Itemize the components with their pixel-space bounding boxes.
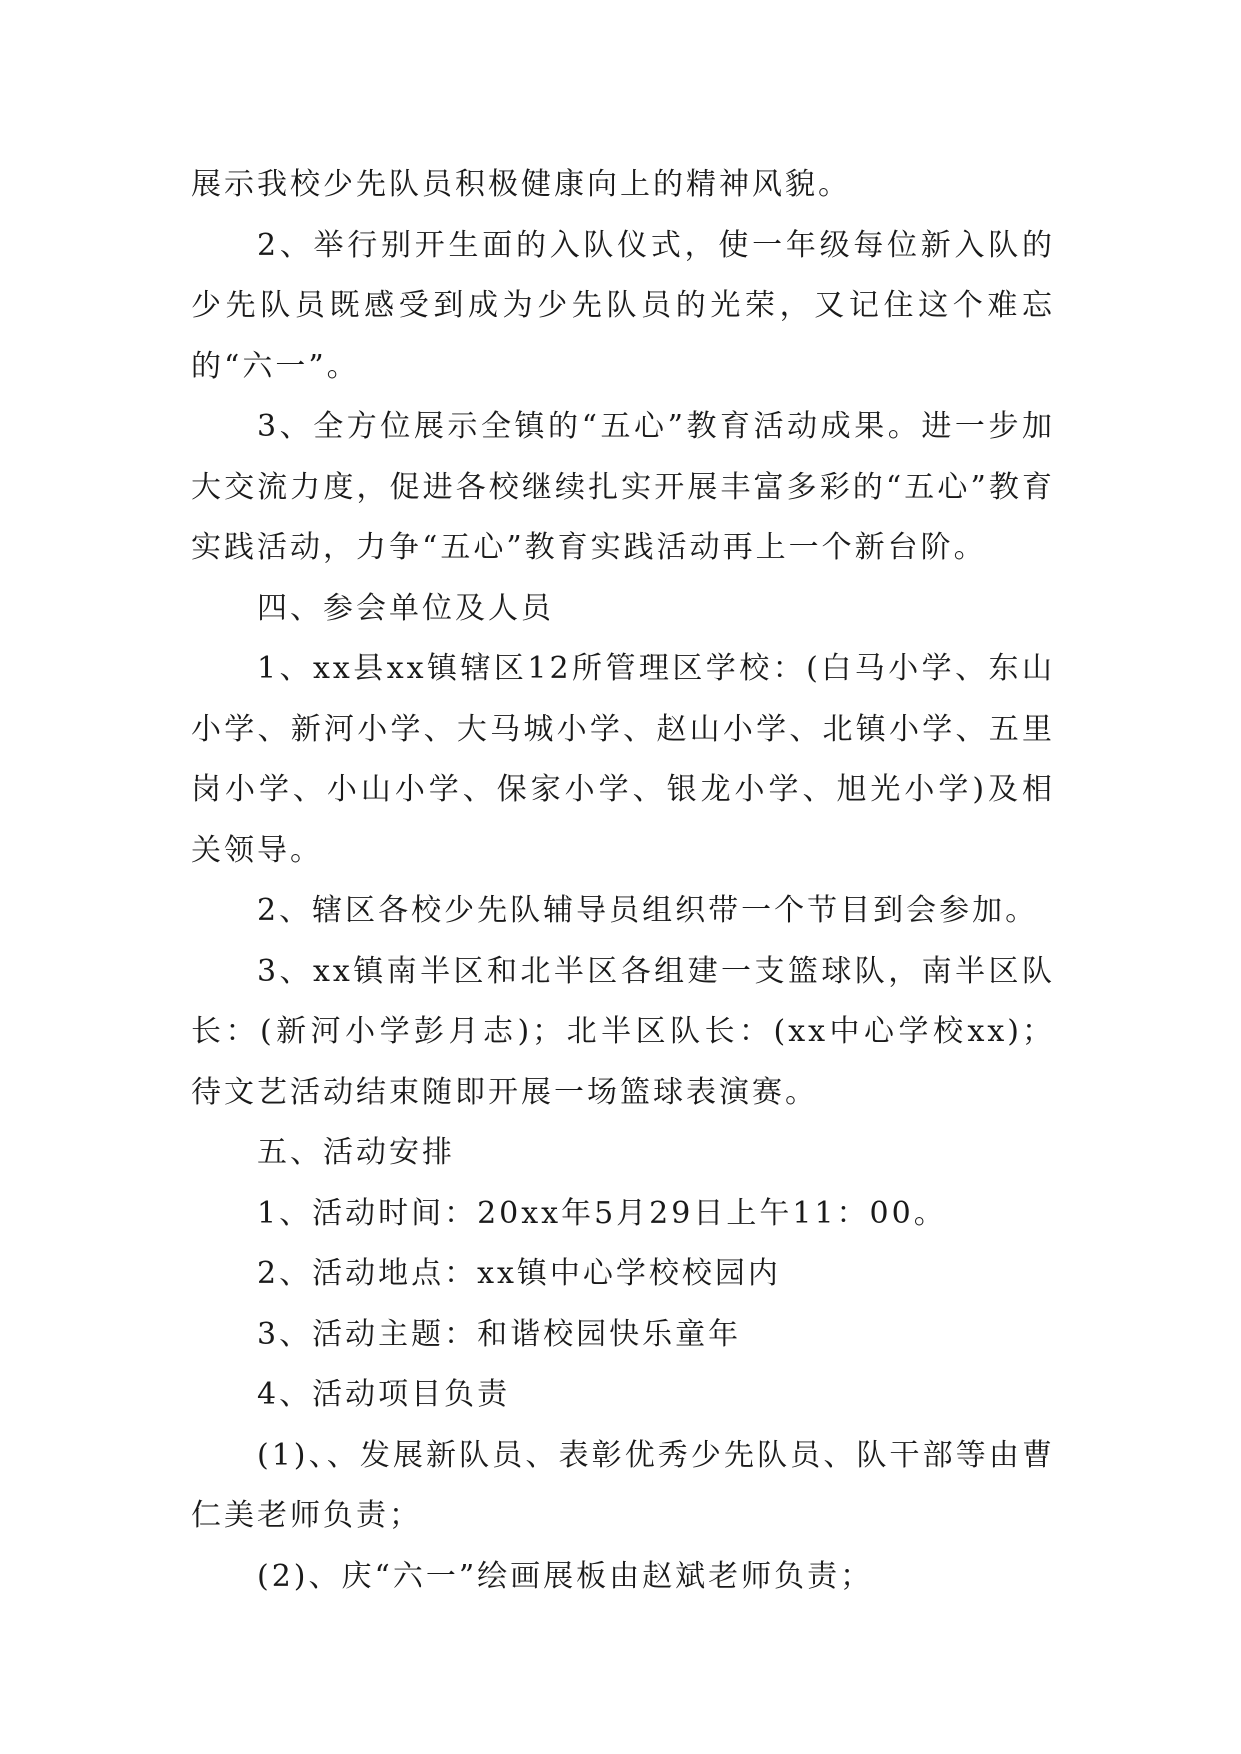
paragraph-6: 3、xx镇南半区和北半区各组建一支篮球队，南半区队长：(新河小学彭月志)；北半区队长：(xx中心学校xx)；待文艺活动结束随即开展一场篮球表演赛。 <box>191 953 1055 1110</box>
responsibility-item-1: (1)、、发展新队员、表彰优秀少先队员、队干部等由曹仁美老师负责； <box>191 1437 1055 1533</box>
paragraph-1: 展示我校少先队员积极健康向上的精神风貌。 <box>191 167 851 202</box>
paragraph-2: 2、举行别开生面的入队仪式，使一年级每位新入队的少先队员既感受到成为少先队员的光荣，又记住这个难忘的“六一”。 <box>191 227 1055 384</box>
section-heading-schedule: 五、活动安排 <box>257 1135 455 1170</box>
paragraph-3: 3、全方位展示全镇的“五心”教育活动成果。进一步加大交流力度，促进各校继续扎实开展丰富多彩的“五心”教育实践活动，力争“五心”教育实践活动再上一个新台阶。 <box>191 409 1055 565</box>
section-heading-participants: 四、参会单位及人员 <box>257 590 554 626</box>
activity-theme: 3、活动主题：和谐校园快乐童年 <box>257 1316 742 1352</box>
paragraph-5: 2、辖区各校少先队辅导员组织带一个节目到会参加。 <box>257 893 1039 928</box>
activity-location: 2、活动地点：xx镇中心学校校园内 <box>257 1256 781 1291</box>
document-body <box>191 155 1055 1607</box>
activity-responsibility: 4、活动项目负责 <box>257 1377 511 1412</box>
paragraph-4: 1、xx县xx镇辖区12所管理区学校：(白马小学、东山小学、新河小学、大马城小学、赵山小学、北镇小学、五里岗小学、小山小学、保家小学、银龙小学、旭光小学)及相关领导。 <box>191 651 1055 868</box>
responsibility-item-2: (2)、庆“六一”绘画展板由赵斌老师负责； <box>257 1558 874 1594</box>
activity-time: 1、活动时间：20xx年5月29日上午11：00。 <box>257 1195 947 1231</box>
